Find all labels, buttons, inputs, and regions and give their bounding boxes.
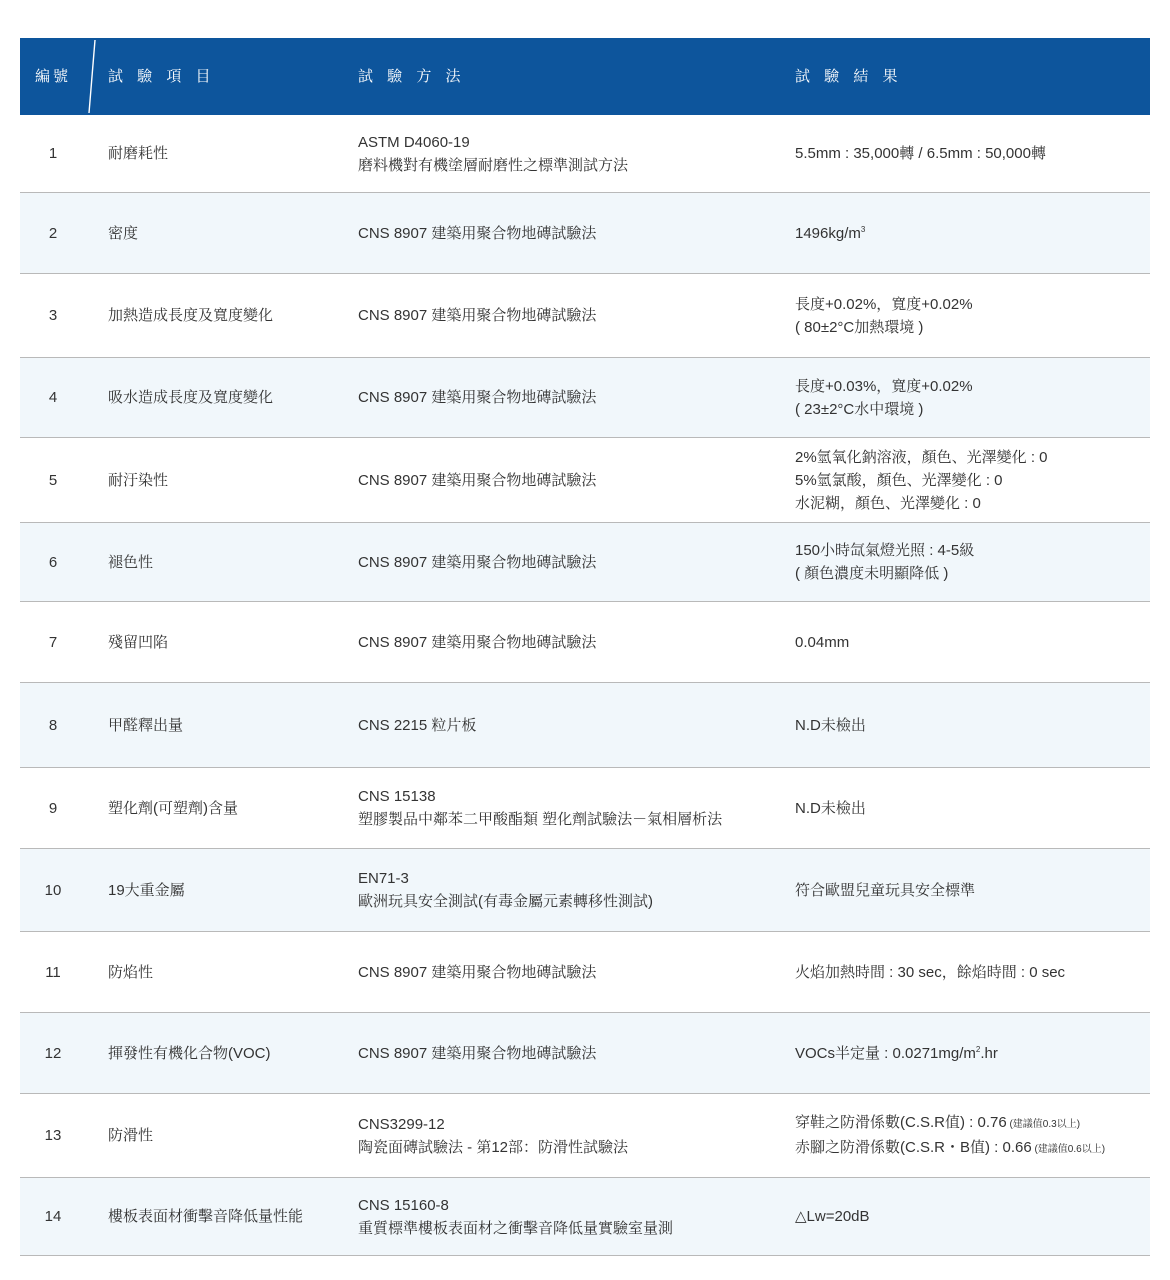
test-result-line: N.D未檢出	[795, 716, 866, 734]
test-item-text: 19大重金屬	[108, 881, 185, 899]
test-result	[795, 274, 1145, 357]
test-results-table	[20, 38, 1150, 1256]
row-number	[20, 438, 86, 522]
header-divider	[87, 38, 97, 115]
test-result	[795, 932, 1145, 1012]
test-method	[358, 193, 778, 273]
test-item	[108, 1094, 348, 1177]
row-number	[20, 849, 86, 931]
test-method-line: CNS 8907 建築用聚合物地磚試驗法	[358, 553, 597, 571]
test-method-line: CNS 8907 建築用聚合物地磚試驗法	[358, 307, 597, 324]
test-method	[358, 115, 778, 192]
row-number-text: 10	[44, 881, 62, 899]
test-item-text: 耐磨耗性	[108, 145, 169, 162]
test-item	[108, 193, 348, 273]
table-header	[20, 38, 1150, 115]
row-number	[20, 523, 86, 601]
test-item	[108, 602, 348, 682]
test-method	[358, 849, 778, 931]
test-method-line: EN71-3	[358, 870, 409, 887]
row-number	[20, 358, 86, 437]
row-number	[20, 1094, 86, 1177]
row-number-text: 1	[48, 145, 58, 162]
table-row	[20, 932, 1150, 1013]
table-row	[20, 849, 1150, 932]
test-method	[358, 358, 778, 437]
test-result	[795, 768, 1145, 848]
row-number-text: 8	[48, 716, 58, 734]
row-number-text: 9	[48, 799, 58, 817]
test-result-line: ( 23±2°C水中環境 )	[795, 400, 924, 418]
test-item	[108, 1178, 348, 1255]
row-number	[20, 1178, 86, 1255]
test-method-line: CNS 8907 建築用聚合物地磚試驗法	[358, 633, 597, 651]
test-method-line: CNS 15160-8	[358, 1196, 449, 1214]
row-number-text: 7	[48, 633, 58, 651]
test-method-line: ASTM D4060-19	[358, 133, 470, 151]
header-item: 試 驗 項 目	[108, 68, 216, 85]
test-result-line: 長度+0.03%，寬度+0.02%	[795, 377, 973, 395]
test-method-line: 磨料機對有機塗層耐磨性之標準測試方法	[358, 156, 629, 174]
row-number-text: 3	[48, 307, 58, 324]
test-method-line: 重質標準樓板表面材之衝擊音降低量實驗室量測	[358, 1219, 674, 1237]
test-method-line: 陶瓷面磚試驗法 - 第12部：防滑性試驗法	[358, 1138, 629, 1156]
test-result	[795, 193, 1145, 273]
table-row	[20, 768, 1150, 849]
header-no: 編號	[35, 68, 72, 85]
test-method-line: CNS 8907 建築用聚合物地磚試驗法	[358, 224, 597, 242]
header-result: 試 驗 結 果	[795, 68, 903, 85]
row-number-text: 4	[48, 389, 58, 406]
table-row	[20, 602, 1150, 683]
test-method-line: CNS 2215 粒片板	[358, 716, 477, 734]
test-result	[795, 1013, 1145, 1093]
test-method-line: CNS3299-12	[358, 1115, 445, 1133]
test-result-line: $1496kg/m^3$	[795, 224, 866, 242]
table-row	[20, 1178, 1150, 1256]
test-result-line: 5.5mm : 35,000轉 / 6.5mm : 50,000轉	[795, 145, 1046, 162]
test-result	[795, 523, 1145, 601]
table-row	[20, 1094, 1150, 1178]
test-result-line: 0.04mm	[795, 633, 850, 651]
test-item-text: 揮發性有機化合物(VOC)	[108, 1044, 271, 1062]
test-result-line: VOCs半定量 : $0.0271mg/m^2.hr$	[795, 1044, 998, 1062]
test-item	[108, 358, 348, 437]
test-item	[108, 115, 348, 192]
test-result-line: 長度+0.02%，寬度+0.02%	[795, 295, 973, 313]
test-item	[108, 768, 348, 848]
test-item-text: 樓板表面材衝擊音降低量性能	[108, 1208, 304, 1225]
test-method	[358, 438, 778, 522]
test-method	[358, 1094, 778, 1177]
row-number-text: 5	[48, 471, 58, 489]
table-row	[20, 523, 1150, 602]
test-method	[358, 768, 778, 848]
test-item	[108, 683, 348, 767]
test-result-line: ( 顏色濃度未明顯降低 )	[795, 565, 949, 582]
test-item-text: 吸水造成長度及寬度變化	[108, 389, 274, 406]
row-number-text: 11	[45, 963, 61, 981]
test-item-text: 防滑性	[108, 1127, 154, 1144]
row-number	[20, 1013, 86, 1093]
test-method	[358, 683, 778, 767]
test-result	[795, 683, 1145, 767]
row-number-text: 12	[44, 1044, 62, 1062]
test-result-line: △Lw=20dB	[795, 1208, 870, 1225]
test-method-line: 塑膠製品中鄰苯二甲酸酯類 塑化劑試驗法－氣相層析法	[358, 811, 723, 828]
table-row	[20, 115, 1150, 193]
test-item-text: 褪色性	[108, 553, 154, 571]
row-number	[20, 602, 86, 682]
test-item-text: 加熱造成長度及寬度變化	[108, 307, 274, 324]
row-number	[20, 683, 86, 767]
test-result	[795, 849, 1145, 931]
test-item-text: 塑化劑(可塑劑)含量	[108, 799, 238, 817]
test-result-line: 赤腳之防滑係數(C.S.R・B值) : 0.66 (建議值0.6以上)	[795, 1138, 1106, 1156]
test-method	[358, 523, 778, 601]
test-result	[795, 1178, 1145, 1255]
test-result	[795, 438, 1145, 522]
test-item	[108, 274, 348, 357]
test-result-line: 2%氫氧化鈉溶液，顏色、光澤變化 : 0	[795, 448, 1048, 466]
test-item-text: 耐汙染性	[108, 471, 169, 489]
test-method-line: CNS 15138	[358, 788, 436, 805]
test-method-line: CNS 8907 建築用聚合物地磚試驗法	[358, 389, 597, 406]
test-result	[795, 602, 1145, 682]
row-number-text: 13	[44, 1127, 62, 1144]
test-result-line: 水泥糊，顏色、光澤變化 : 0	[795, 494, 981, 512]
test-result	[795, 358, 1145, 437]
row-number-text: 6	[48, 553, 58, 571]
test-result-line: N.D未檢出	[795, 799, 866, 817]
table-body	[20, 115, 1150, 1256]
test-item	[108, 523, 348, 601]
row-number-text: 2	[48, 224, 58, 242]
test-item-text: 甲醛釋出量	[108, 716, 184, 734]
superscript: 2	[975, 1044, 981, 1054]
superscript: 3	[860, 224, 866, 234]
test-result-line: 火焰加熱時間 : 30 sec，餘焰時間 : 0 sec	[795, 963, 1066, 981]
test-item-text: 密度	[108, 224, 139, 242]
test-method	[358, 274, 778, 357]
test-item-text: 殘留凹陷	[108, 633, 169, 651]
test-item	[108, 932, 348, 1012]
test-item	[108, 849, 348, 931]
table-row	[20, 438, 1150, 523]
test-item-text: 防焰性	[108, 963, 154, 981]
row-number	[20, 115, 86, 192]
test-result	[795, 115, 1145, 192]
test-method	[358, 1178, 778, 1255]
table-row	[20, 683, 1150, 768]
recommended-value-note: (建議值0.6以上)	[1031, 1143, 1106, 1155]
row-number-text: 14	[44, 1208, 62, 1225]
test-result-line: 150小時氙氣燈光照 : 4-5級	[795, 542, 975, 559]
header-method: 試 驗 方 法	[358, 68, 466, 85]
test-method	[358, 932, 778, 1012]
test-result-line: 符合歐盟兒童玩具安全標準	[795, 881, 976, 899]
test-result-line: ( 80±2°C加熱環境 )	[795, 318, 924, 336]
recommended-value-note: (建議值0.3以上)	[1006, 1118, 1081, 1130]
test-result-line: 5%氫氯酸，顏色、光澤變化 : 0	[795, 471, 1003, 489]
test-method-line: CNS 8907 建築用聚合物地磚試驗法	[358, 963, 597, 981]
test-method-line: 歐洲玩具安全測試(有毒金屬元素轉移性測試)	[358, 893, 653, 910]
table-row	[20, 1013, 1150, 1094]
test-method-line: CNS 8907 建築用聚合物地磚試驗法	[358, 471, 597, 489]
table-row	[20, 193, 1150, 274]
test-method-line: CNS 8907 建築用聚合物地磚試驗法	[358, 1044, 597, 1062]
row-number	[20, 768, 86, 848]
table-row	[20, 274, 1150, 358]
row-number	[20, 193, 86, 273]
test-method	[358, 1013, 778, 1093]
row-number	[20, 932, 86, 1012]
table-row	[20, 358, 1150, 438]
test-result	[795, 1094, 1145, 1177]
test-method	[358, 602, 778, 682]
test-item	[108, 438, 348, 522]
test-result-line: 穿鞋之防滑係數(C.S.R值) : 0.76 (建議值0.3以上)	[795, 1113, 1081, 1131]
row-number	[20, 274, 86, 357]
test-item	[108, 1013, 348, 1093]
